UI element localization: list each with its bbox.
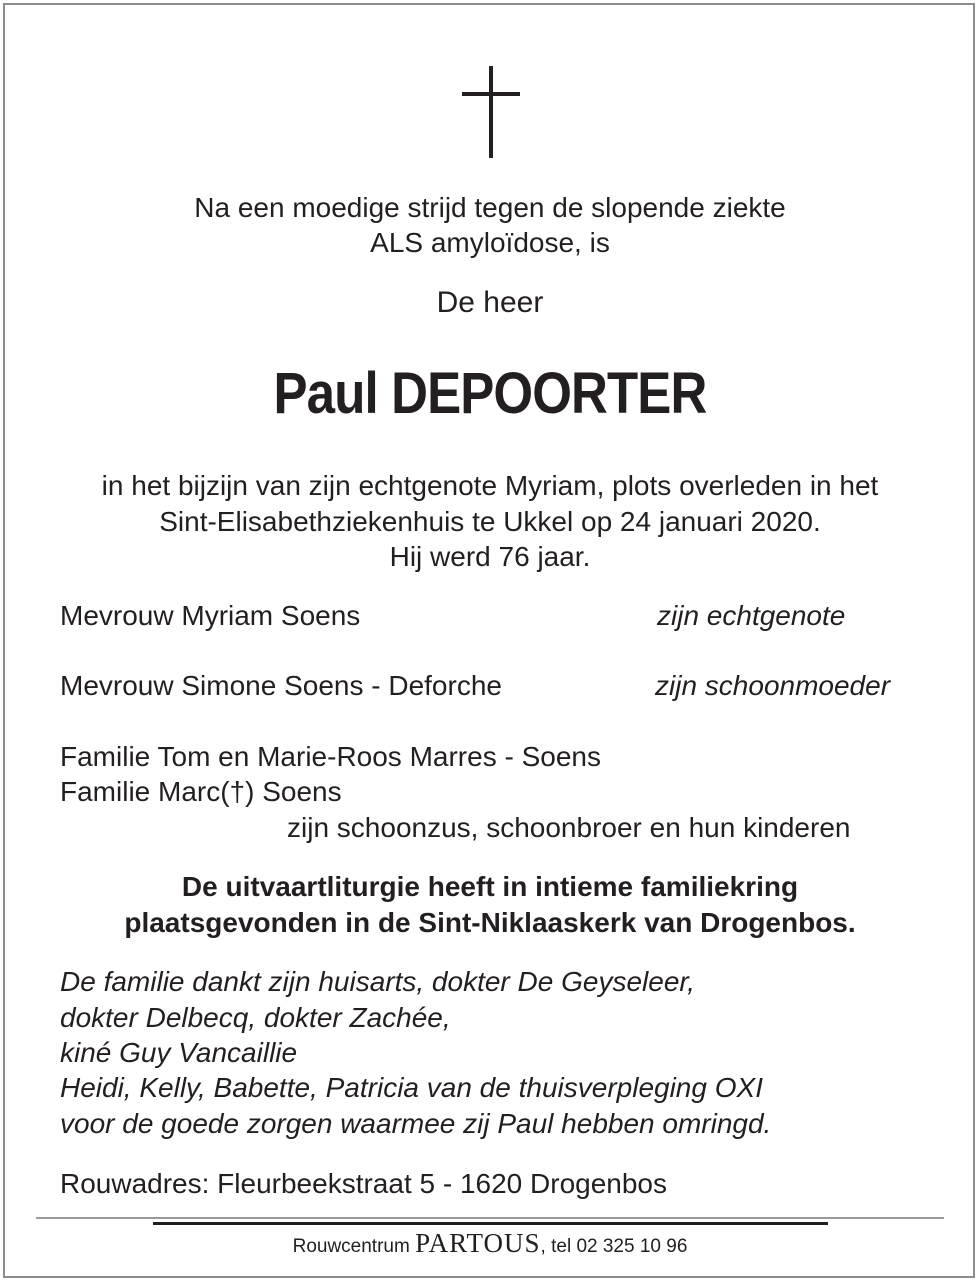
thanks-line: dokter Delbecq, dokter Zachée,	[60, 1002, 451, 1033]
footer-prefix: Rouwcentrum	[292, 1236, 410, 1257]
footer-rule	[153, 1222, 828, 1225]
thanks-line: Heidi, Kelly, Babette, Patricia van de thuisverpleging OXI	[60, 1072, 763, 1103]
family-relation: zijn schoonzus, schoonbroer en hun kinderen	[287, 812, 851, 843]
mourner-relation: zijn schoonmoeder	[655, 670, 891, 701]
mourner-relation: zijn echtgenote	[657, 600, 846, 631]
intro-line-2: ALS amyloïdose, is	[370, 227, 610, 258]
thanks-line: voor de goede zorgen waarmee zij Paul hebben omringd.	[60, 1108, 772, 1139]
salutation: De heer	[436, 286, 544, 319]
mourner-name: Mevrouw Myriam Soens	[60, 600, 361, 631]
mourning-address: Rouwadres: Fleurbeekstraat 5 - 1620 Drogenbos	[60, 1168, 668, 1199]
deceased-name: Paul DEPOORTER	[273, 361, 707, 426]
details-line-2: Sint-Elisabethziekenhuis te Ukkel op 24 januari 2020.	[159, 506, 821, 537]
liturgy-line-2: plaatsgevonden in de Sint-Niklaaskerk van Drogenbos.	[124, 907, 856, 938]
family-line-1: Familie Tom en Marie-Roos Marres - Soens	[60, 741, 601, 772]
liturgy-line-1: De uitvaartliturgie heeft in intieme familiekring	[181, 871, 799, 902]
thanks-line: De familie dankt zijn huisarts, dokter De Geyseleer,	[60, 966, 695, 997]
thanks-line: kiné Guy Vancaillie	[60, 1037, 298, 1068]
cross-icon	[462, 66, 520, 158]
family-line-2: Familie Marc(†) Soens	[60, 776, 342, 807]
intro-line-1: Na een moedige strijd tegen de slopende ziekte	[194, 192, 786, 223]
funeral-home-logo: PARTOUS	[415, 1228, 541, 1258]
details-line-1: in het bijzijn van zijn echtgenote Myriam, plots overleden in het	[101, 470, 879, 501]
mourner-name: Mevrouw Simone Soens - Deforche	[60, 670, 502, 701]
funeral-home-footer	[0, 1228, 980, 1259]
details-line-3: Hij werd 76 jaar.	[389, 541, 591, 572]
divider	[36, 1217, 944, 1219]
footer-phone: , tel 02 325 10 96	[540, 1236, 688, 1257]
